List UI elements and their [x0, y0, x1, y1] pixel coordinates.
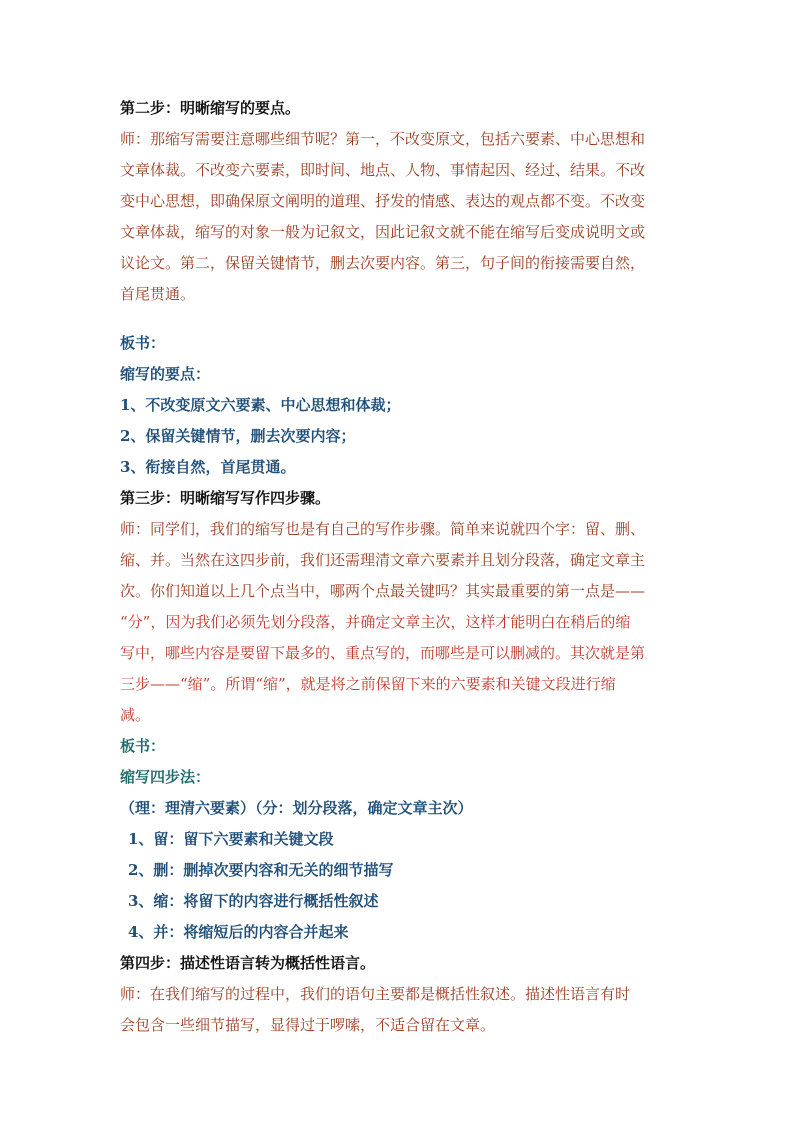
- step2-line-3: 变中心思想，即确保原文阐明的道理、抒发的情感、表达的观点都不变。不改变: [120, 192, 646, 210]
- board2-item-3: 3、缩：将留下的内容进行概括性叙述: [128, 892, 379, 910]
- step2-line-6: 首尾贯通。: [120, 285, 196, 303]
- board2-label: 板书：: [120, 737, 166, 755]
- step2-line-4: 文章体裁，缩写的对象一般为记叙文，因此记叙文就不能在缩写后变成说明文或: [120, 223, 646, 241]
- step4-heading: 第四步：描述性语言转为概括性语言。: [120, 954, 376, 972]
- step3-line-2: 缩、并。当然在这四步前，我们还需理清文章六要素并且划分段落，确定文章主: [120, 551, 646, 569]
- step3-line-6: 三步——“缩”。所谓“缩”，就是将之前保留下来的六要素和关键文段进行缩: [120, 675, 616, 693]
- step3-line-7: 减。: [120, 706, 151, 724]
- board2-item-1: 1、留：留下六要素和关键文段: [128, 830, 334, 848]
- board2-subtitle: （理：理清六要素）（分：划分段落，确定文章主次）: [120, 799, 473, 817]
- board1-label: 板书：: [120, 334, 166, 352]
- step2-line-2: 文章体裁。不改变六要素，即时间、地点、人物、事情起因、经过、结果。不改: [120, 161, 646, 179]
- board2-item-2: 2、删：删掉次要内容和无关的细节描写: [128, 861, 394, 879]
- step3-line-3: 次。你们知道以上几个点当中，哪两个点最关键吗？其实最重要的第一点是——: [120, 582, 646, 600]
- step3-heading: 第三步：明晰缩写写作四步骤。: [120, 489, 331, 507]
- document-page: [120, 93, 685, 1041]
- step4-line-1: 师：在我们缩写的过程中，我们的语句主要都是概括性叙述。描述性语言有时: [120, 985, 631, 1003]
- step2-line-1: 师：那缩写需要注意哪些细节呢？第一，不改变原文，包括六要素、中心思想和: [120, 130, 646, 148]
- step3-line-4: “分”，因为我们必须先划分段落，并确定文章主次，这样才能明白在稍后的缩: [120, 613, 631, 631]
- step2-heading: 第二步：明晰缩写的要点。: [120, 99, 301, 117]
- board2-title: 缩写四步法：: [120, 768, 211, 786]
- step3-line-1: 师：同学们，我们的缩写也是有自己的写作步骤。简单来说就四个字：留、删、: [120, 520, 646, 538]
- paragraph-gap: [120, 310, 685, 328]
- board1-item-3: 3、衔接自然，首尾贯通。: [120, 458, 296, 476]
- step2-line-5: 议论文。第二，保留关键情节，删去次要内容。第三，句子间的衔接需要自然，: [120, 254, 646, 272]
- board1-title: 缩写的要点：: [120, 365, 211, 383]
- board1-item-1: 1、不改变原文六要素、中心思想和体裁；: [120, 396, 401, 414]
- step3-line-5: 写中，哪些内容是要留下最多的、重点写的，而哪些是可以删减的。其次就是第: [120, 644, 646, 662]
- board1-item-2: 2、保留关键情节，删去次要内容；: [120, 427, 356, 445]
- step4-line-2: 会包含一些细节描写，显得过于啰嗦，不适合留在文章。: [120, 1016, 496, 1034]
- board2-item-4: 4、并：将缩短后的内容合并起来: [128, 923, 349, 941]
